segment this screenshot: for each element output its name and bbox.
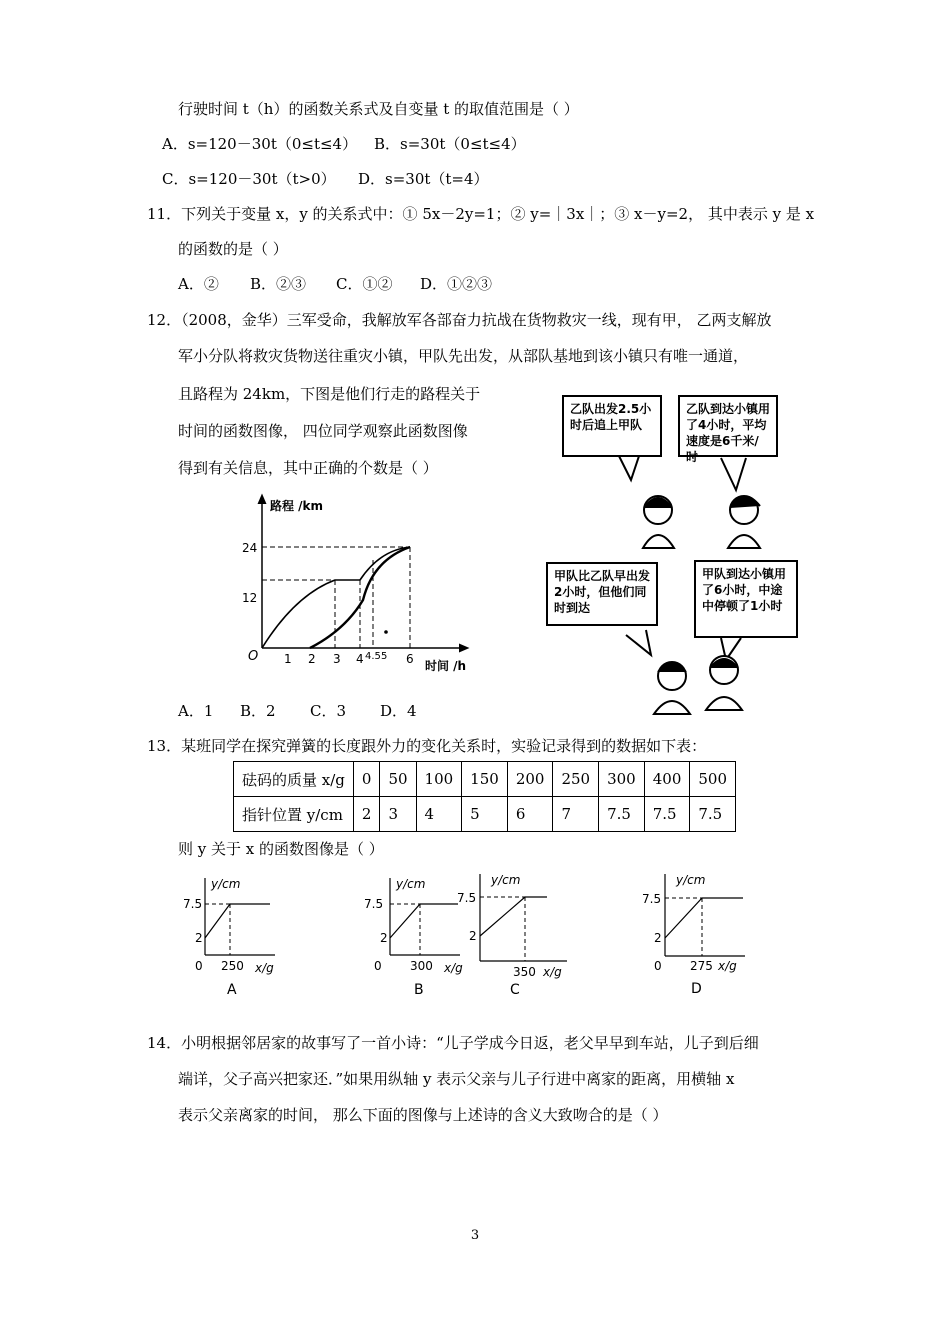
table-cell: 7.5	[690, 797, 736, 832]
q13-a-letter: A	[227, 982, 237, 998]
q13-c-xlabel: x/g	[543, 965, 562, 979]
q13-b-xlabel: x/g	[444, 961, 463, 975]
q12-xtick-2: 2	[308, 652, 316, 666]
q12-xtick-1: 1	[284, 652, 292, 666]
q13-a-origin: 0	[195, 959, 203, 973]
table-cell: 4	[416, 797, 462, 832]
q13-a-y-low: 2	[195, 931, 203, 945]
student-3-icon	[654, 662, 690, 714]
q11-stem-line1: 11．下列关于变量 x，y 的关系式中：① 5x－2y=1；② y=｜3x｜；③ x－y=2， 其中表示 y 是 x	[147, 205, 815, 223]
q12-bubble-3: 甲队比乙队早出发2小时，但他们同时到达	[546, 562, 658, 626]
q10-stem: 行驶时间 t（h）的函数关系式及自变量 t 的取值范围是（ ）	[178, 100, 579, 118]
q13-a-xlabel: x/g	[255, 961, 274, 975]
table-cell: 2	[353, 797, 380, 832]
q12-ytick-24: 24	[242, 541, 258, 555]
q12-team-jia-curve	[262, 547, 410, 648]
table-cell: 150	[462, 762, 508, 797]
table-header-position: 指针位置 y/cm	[234, 797, 354, 832]
table-row	[234, 797, 736, 832]
q13-graph-b	[360, 870, 470, 1000]
table-cell: 500	[690, 762, 736, 797]
q13-graph-a	[175, 870, 285, 1000]
q11-stem-line2: 的函数的是（ ）	[178, 240, 288, 258]
q12-option-d: D．4	[380, 702, 417, 720]
q10-option-a: A．s=120－30t（0≤t≤4）	[162, 135, 358, 153]
q12-stem-line3: 且路程为 24km，下图是他们行走的路程关于	[178, 385, 481, 403]
q13-data-table	[233, 761, 736, 832]
q13-b-y-top: 7.5	[364, 897, 384, 911]
q14-stem-line1: 14．小明根据邻居家的故事写了一首小诗：“儿子学成今日返，老父早早到车站，儿子到后细	[147, 1034, 759, 1052]
table-cell: 100	[416, 762, 462, 797]
q11-option-d: D．①②③	[420, 275, 493, 293]
q13-d-y-low: 2	[654, 931, 662, 945]
q12-option-c: C．3	[310, 702, 347, 720]
q13-b-y-low: 2	[380, 931, 388, 945]
q12-ytick-12: 12	[242, 591, 258, 605]
q14-stem-line2: 端详，父子高兴把家还．”如果用纵轴 y 表示父亲与儿子行进中离家的距离，用横轴 x	[178, 1070, 735, 1088]
table-cell: 7.5	[644, 797, 690, 832]
q12-option-a: A．1	[178, 702, 214, 720]
page-number: 3	[470, 1228, 480, 1243]
q12-stem-line5: 得到有关信息，其中正确的个数是（ ）	[178, 459, 438, 477]
student-2-icon	[728, 496, 760, 548]
table-cell: 0	[353, 762, 380, 797]
table-cell: 7.5	[599, 797, 645, 832]
q12-bubble-1: 乙队出发2.5小时后追上甲队	[562, 395, 662, 457]
q13-d-origin: 0	[654, 959, 662, 973]
q14-stem-line3: 表示父亲离家的时间， 那么下面的图像与上述诗的含义大致吻合的是（ ）	[178, 1106, 668, 1124]
q13-a-ylabel: y/cm	[211, 877, 241, 891]
q13-stem-line1: 13．某班同学在探究弹簧的长度跟外力的变化关系时，实验记录得到的数据如下表：	[147, 737, 707, 755]
q12-bubble-2: 乙队到达小镇用了4小时，平均速度是6千米/时	[678, 395, 778, 457]
q10-option-d: D．s=30t（t=4）	[358, 170, 489, 188]
q13-a-x-mark: 250	[221, 959, 244, 973]
q13-d-ylabel: y/cm	[676, 873, 706, 887]
q12-xtick-3: 3	[333, 652, 341, 666]
student-1-icon	[643, 496, 674, 548]
q13-d-x-mark: 275	[690, 959, 713, 973]
q10-option-b: B．s=30t（0≤t≤4）	[374, 135, 526, 153]
q12-bubble-4: 甲队到达小镇用了6小时，中途中停顿了1小时	[694, 560, 798, 638]
q12-origin: O	[248, 649, 259, 664]
q10-option-c: C．s=120－30t（t>0）	[162, 170, 336, 188]
q13-d-y-top: 7.5	[642, 892, 662, 906]
q12-xtick-6: 6	[406, 652, 414, 666]
q12-option-b: B．2	[240, 702, 276, 720]
table-cell: 6	[507, 797, 553, 832]
q13-d-letter: D	[691, 981, 702, 996]
q13-b-ylabel: y/cm	[396, 877, 426, 891]
q12-xtick-4-5: 4.5	[365, 651, 381, 662]
q13-b-x-mark: 300	[410, 959, 433, 973]
table-cell: 50	[380, 762, 416, 797]
q13-b-letter: B	[414, 982, 424, 998]
student-4-icon	[706, 656, 742, 710]
q12-xtick-5: 5	[381, 651, 388, 662]
q12-stem-line4: 时间的函数图像， 四位同学观察此函数图像	[178, 422, 468, 440]
q12-y-label: 路程 /km	[270, 499, 324, 513]
q12-stem-line1: 12．（2008，金华）三军受命，我解放军各部奋力抗战在货物救灾一线，现有甲， 乙两支解放	[147, 311, 772, 329]
table-cell: 5	[462, 797, 508, 832]
q12-stem-line2: 军小分队将救灾货物送往重灾小镇，甲队先出发，从部队基地到该小镇只有唯一通道，	[178, 347, 749, 365]
table-row	[234, 762, 736, 797]
q11-option-c: C．①②	[336, 275, 393, 293]
q11-option-b: B．②③	[250, 275, 307, 293]
q13-a-y-top: 7.5	[183, 897, 203, 911]
q13-c-y-low: 2	[469, 929, 477, 943]
q13-c-ylabel: y/cm	[491, 873, 521, 887]
table-cell: 300	[599, 762, 645, 797]
table-header-mass: 砝码的质量 x/g	[234, 762, 354, 797]
q13-d-xlabel: x/g	[718, 959, 737, 973]
q11-option-a: A．②	[178, 275, 219, 293]
table-cell: 3	[380, 797, 416, 832]
q13-graph-d	[640, 866, 760, 996]
q13-stem-line2: 则 y 关于 x 的函数图像是（ ）	[178, 840, 384, 858]
q12-x-label: 时间 /h	[425, 659, 467, 673]
q13-c-y-top: 7.5	[457, 891, 477, 905]
q13-b-origin: 0	[374, 959, 382, 973]
q13-graph-c	[455, 866, 575, 996]
q12-xtick-4: 4	[356, 652, 364, 666]
table-cell: 250	[553, 762, 599, 797]
q13-c-letter: C	[510, 982, 520, 996]
q13-c-x-mark: 350	[513, 965, 536, 979]
table-cell: 400	[644, 762, 690, 797]
table-cell: 7	[553, 797, 599, 832]
q12-distance-time-graph	[240, 490, 480, 680]
table-cell: 200	[507, 762, 553, 797]
